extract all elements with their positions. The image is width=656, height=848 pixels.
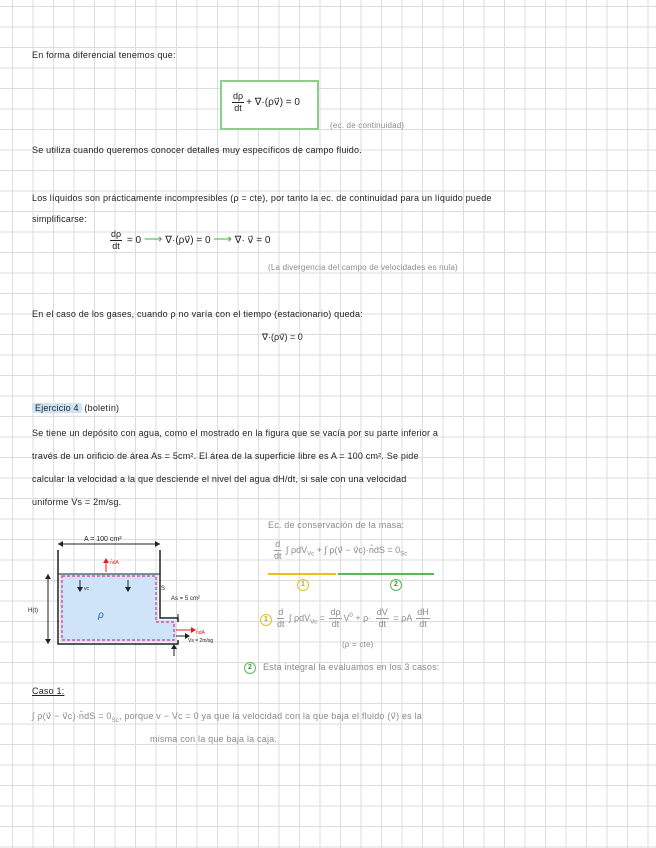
divergence-note: (La divergencia del campo de velocidades es nula) <box>268 263 458 272</box>
mass-equation <box>272 540 407 561</box>
rho-symbol: ρ <box>98 610 104 621</box>
case-1-reason: , porque v − Vc = 0 ya que la velocidad con la que baja el fluido (v⃗) es la <box>118 711 422 721</box>
usage-text: Se utiliza cuando queremos conocer detalles muy específicos de campo fluido. <box>32 145 362 155</box>
liquid-drho-dt: $\frac{d\rho}{dt}$ <box>111 229 122 251</box>
part-1-equation: $\frac{d}{dt}$ ∫ ρdV$_{Vc}$ = $\frac{d\rho}{dt}$ $V^0 + \rho\cdot$ $\frac{dV}{dt}$ = ρA $\frac{dH}{dt}$ <box>277 607 429 629</box>
tank-figure <box>28 528 238 668</box>
rho-constant-note: (ρ = cte) <box>342 640 374 649</box>
rho-a: = ρA <box>393 612 412 623</box>
exercise-line-4: uniforme Vs = 2m/sg. <box>32 497 122 507</box>
dV-dt: $\frac{dV}{dt}$ <box>376 607 388 629</box>
exercise-header <box>32 403 119 413</box>
vc-subscript: Vc <box>307 551 315 558</box>
mid-v: V <box>343 612 350 623</box>
term-1-circle: 1 <box>297 579 309 591</box>
dimension-arrow-left <box>58 541 63 547</box>
vs-label: Vs = 2m/sg <box>188 638 214 644</box>
exercise-line-3: calcular la velocidad a la que desciende el nivel del agua dH/dt, si sale con una velocidad <box>32 474 407 484</box>
chain-part-1: = 0 <box>126 235 142 247</box>
case-1-subscript: Sc <box>111 717 119 724</box>
dH-dt: $\frac{dH}{dt}$ <box>417 607 429 629</box>
lhs-subscript: Vc <box>310 619 318 626</box>
green-underline <box>338 573 434 575</box>
intro-text: En forma diferencial tenemos que: <box>32 50 176 60</box>
chain-part-2: ∇·(ρv⃗) = 0 <box>165 235 211 247</box>
vc-label: vc <box>84 586 89 592</box>
part-2-text: Esta integral la evaluamos en los 3 casos: <box>263 662 440 672</box>
zero-superscript: 0 <box>349 612 353 619</box>
water-fill <box>60 574 176 642</box>
exercise-source: (boletín) <box>84 403 120 413</box>
right-arrow-icon: ⟶ <box>213 231 232 247</box>
term-2-circle: 2 <box>390 579 402 591</box>
case-1-line-1 <box>32 711 422 724</box>
case-1-integral: ∫ ρ(v⃗ − v⃗c)·n̂dS = 0 <box>32 711 112 721</box>
continuity-note: (ec. de continuidad) <box>330 121 405 130</box>
liquid-equation-chain <box>108 230 270 251</box>
as-label: As = 5 cm² <box>171 596 200 602</box>
part-2-circle: 2 <box>244 662 256 674</box>
exercise-tag: Ejercicio 4 <box>32 403 82 413</box>
part-1-circle: 1 <box>260 614 272 626</box>
sc-subscript: Sc <box>400 551 408 558</box>
surface-integral: + ∫ ρ(v⃗ − v⃗c)·n̂dS = 0 <box>316 544 401 555</box>
mid-drho-dt: $\frac{d\rho}{dt}$ <box>330 607 341 629</box>
s-label: S <box>161 586 166 592</box>
mass-title: Ec. de conservación de la masa: <box>268 520 405 530</box>
continuity-rest: + ∇·(ρv⃗) = 0 <box>246 97 300 109</box>
ndA-outlet-label: n̂dA <box>196 630 205 636</box>
d-dt-fraction: $\frac{d}{dt}$ <box>274 539 282 561</box>
gases-text: En el caso de los gases, cuando ρ no varía con el tiempo (estacionario) queda: <box>32 309 363 319</box>
liquids-line-1: Los líquidos son prácticamente incompresibles (ρ = cte), por tanto la ec. de continuidad para un líquido puede <box>32 193 492 203</box>
continuity-equation-box <box>220 80 319 130</box>
liquids-line-2: simplificarse: <box>32 214 87 224</box>
rho-times: + ρ· <box>355 612 372 623</box>
exercise-line-2: través de un orificio de área As = 5cm². El área de la superficie libre es A = 100 cm². Se pide <box>32 451 419 461</box>
lhs-integral: ∫ ρdV <box>289 612 311 623</box>
yellow-underline <box>268 573 336 575</box>
drho-dt-fraction: $\frac{d\rho}{dt}$ <box>233 91 244 113</box>
case-1-title: Caso 1: <box>32 686 65 696</box>
ndA-top-label: n̂dA <box>110 560 119 566</box>
volume-integral: ∫ ρdV <box>286 544 308 555</box>
height-label: H(t) <box>28 608 38 614</box>
gases-equation: ∇·(ρv⃗) = 0 <box>262 332 303 342</box>
chain-part-3: ∇· v⃗ = 0 <box>234 235 271 247</box>
dimension-arrow-right <box>155 541 160 547</box>
case-1-line-2: misma con la que baja la caja. <box>150 734 278 744</box>
right-arrow-icon: ⟶ <box>143 231 163 247</box>
lhs-d-dt: $\frac{d}{dt}$ <box>277 607 285 629</box>
top-area-label: A = 100 cm² <box>84 536 122 543</box>
exercise-line-1: Se tiene un depósito con agua, como el mostrado en la figura que se vacía por su parte inferior a <box>32 428 439 438</box>
continuity-equation <box>230 92 300 113</box>
